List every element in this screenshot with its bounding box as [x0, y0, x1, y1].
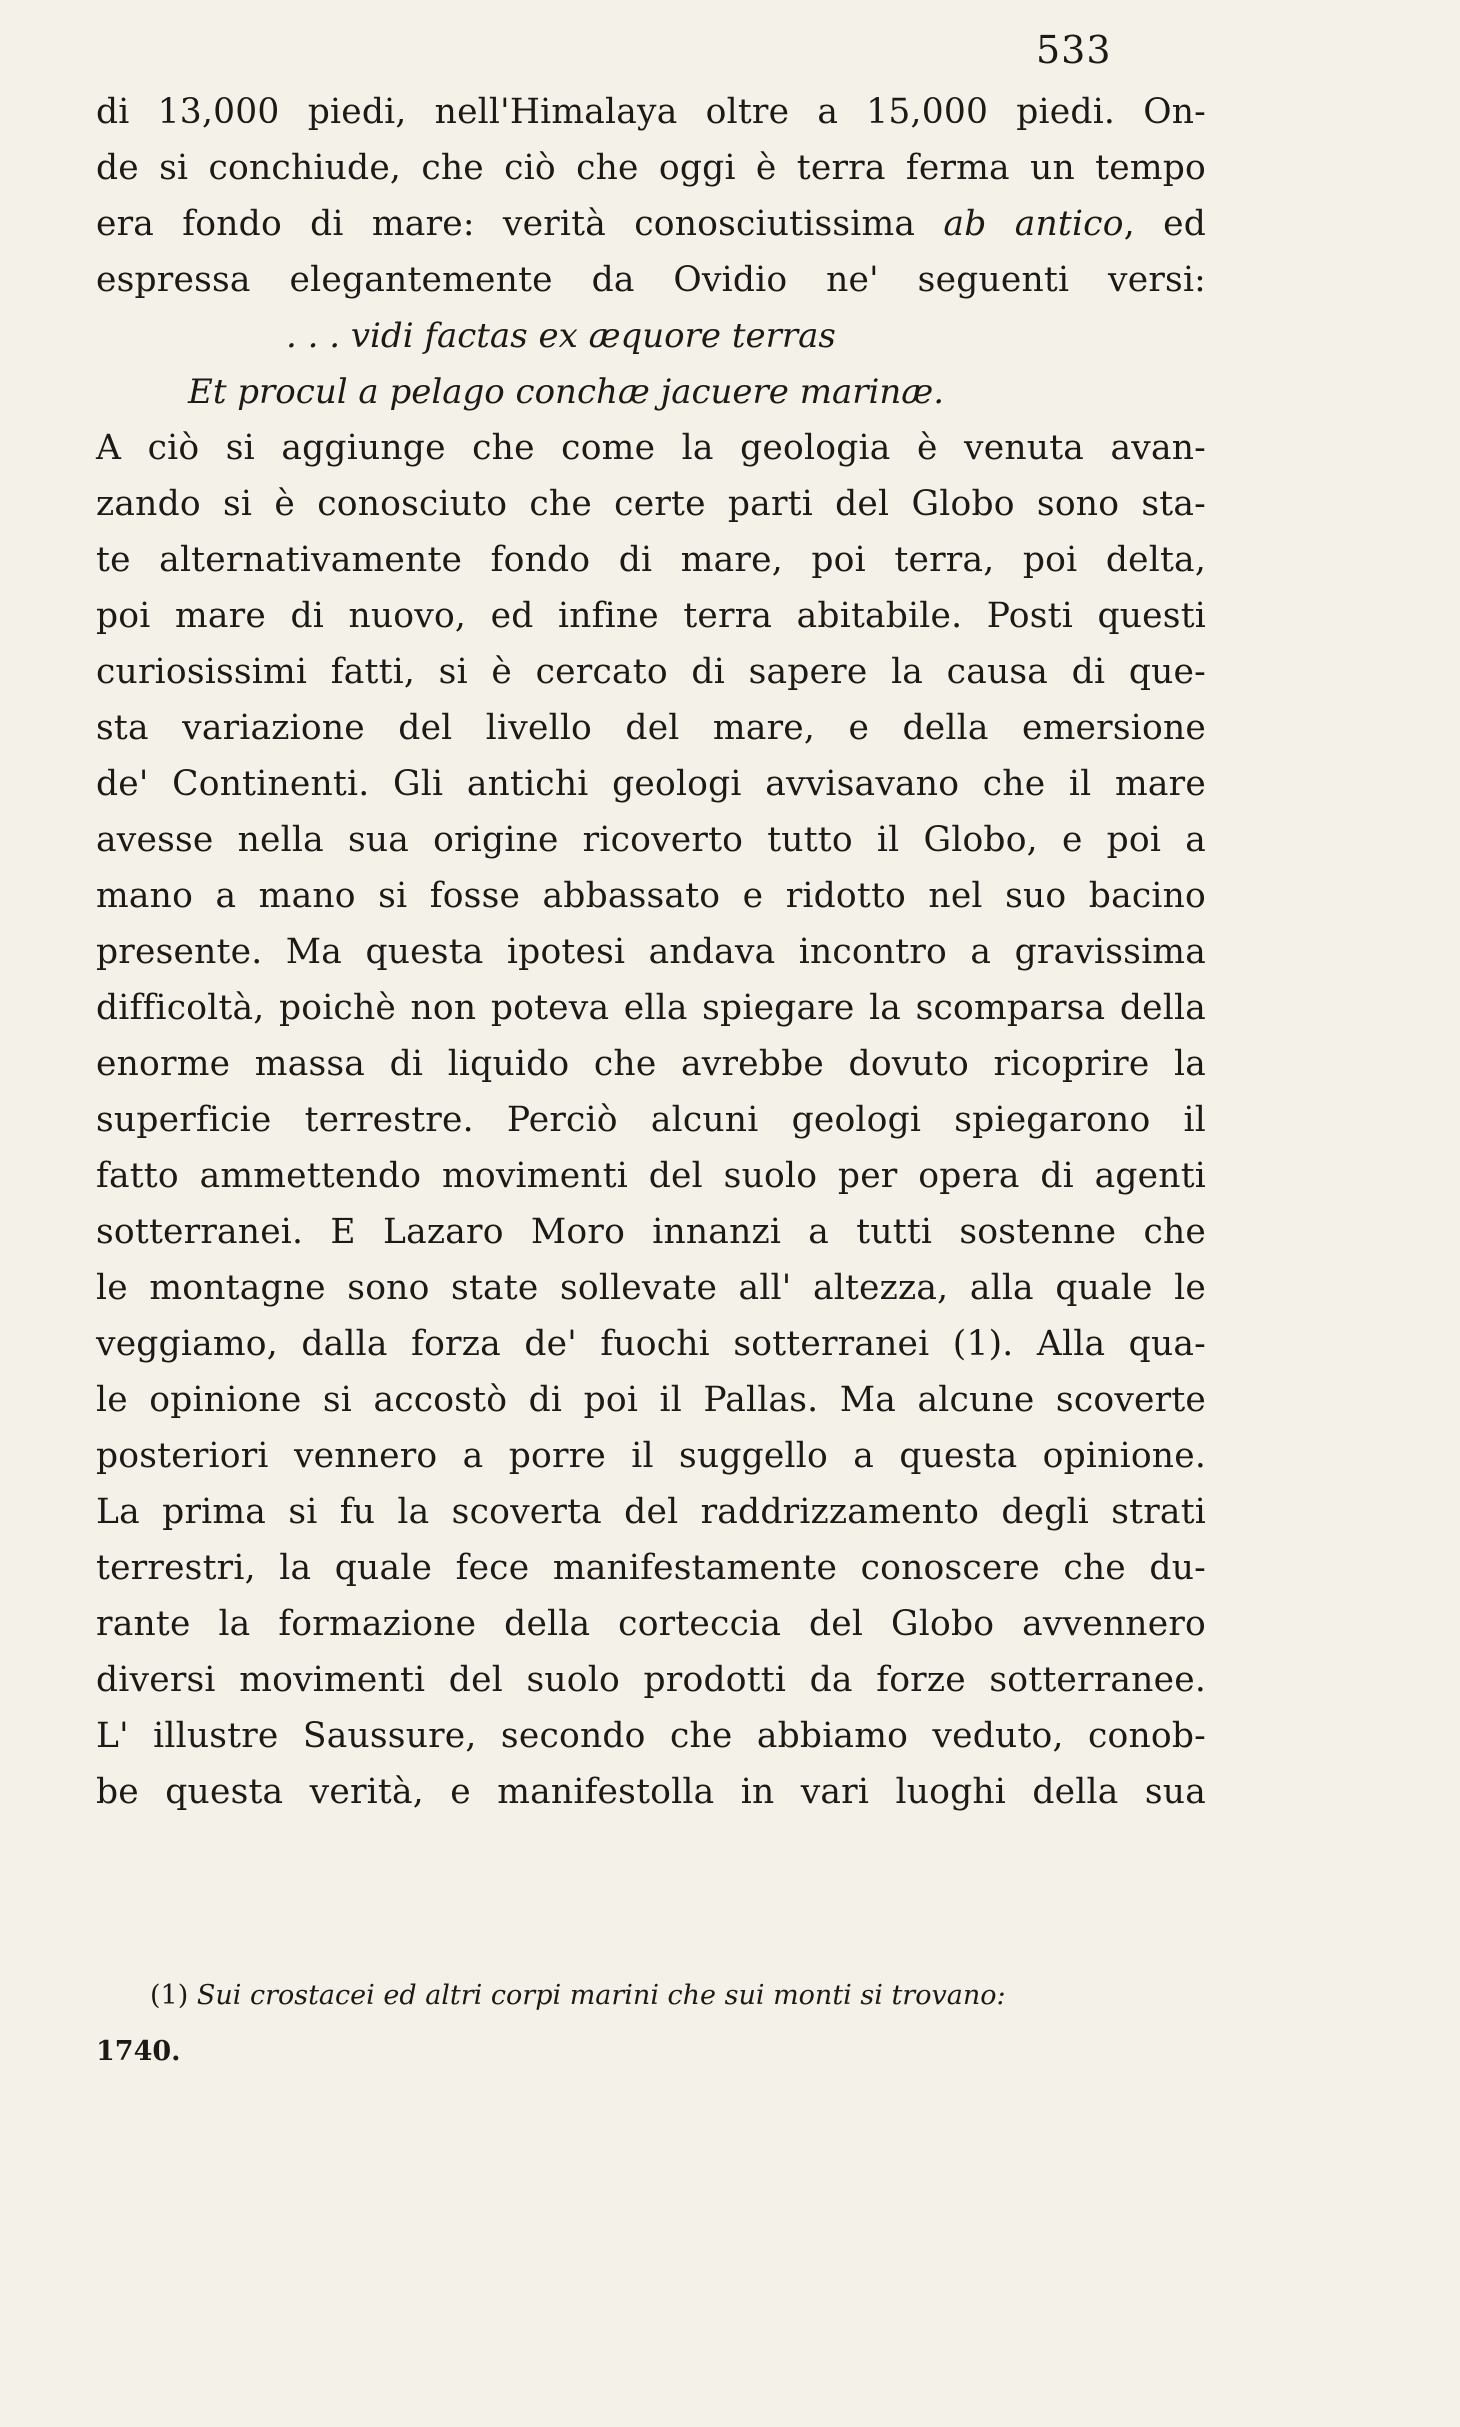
italic-phrase: ab antico — [943, 204, 1124, 244]
footnote-marker: (1) — [150, 1980, 189, 2011]
text-line: poi mare di nuovo, ed infine terra abitabile. Posti questi — [96, 596, 1206, 636]
text-line: sotterranei. E Lazaro Moro innanzi a tutti sostenne che — [96, 1212, 1206, 1252]
verse-line: . . . vidi factas ex æquore terras — [286, 316, 836, 356]
text-line: L' illustre Saussure, secondo che abbiamo veduto, conob- — [96, 1716, 1206, 1756]
text-line: A ciò si aggiunge che come la geologia è venuta avan- — [96, 428, 1206, 468]
body-text — [96, 84, 1206, 1820]
text-line: avesse nella sua origine ricoverto tutto il Globo, e poi a — [96, 820, 1206, 860]
text-line: difficoltà, poichè non poteva ella spiegare la scomparsa della — [96, 988, 1206, 1028]
verse-line: Et procul a pelago conchæ jacuere marinæ. — [188, 372, 945, 412]
text-line — [96, 196, 1206, 252]
text-line: diversi movimenti del suolo prodotti da forze sotterranee. — [96, 1660, 1206, 1700]
text-line: be questa verità, e manifestolla in vari luoghi della sua — [96, 1772, 1206, 1812]
text-line: veggiamo, dalla forza de' fuochi sotterranei (1). Alla qua- — [96, 1324, 1206, 1364]
text-line-fragment: , ed — [1123, 204, 1206, 244]
text-line: terrestri, la quale fece manifestamente conoscere che du- — [96, 1548, 1206, 1588]
text-line: fatto ammettendo movimenti del suolo per opera di agenti — [96, 1156, 1206, 1196]
footnote-text: Sui crostacei ed altri corpi marini che sui monti si trovano: — [196, 1980, 1006, 2011]
text-line: de' Continenti. Gli antichi geologi avvisavano che il mare — [96, 764, 1206, 804]
footnote-line — [150, 1968, 1206, 2024]
text-line: le montagne sono state sollevate all' altezza, alla quale le — [96, 1268, 1206, 1308]
text-line: posteriori vennero a porre il suggello a questa opinione. — [96, 1436, 1206, 1476]
text-line: espressa elegantemente da Ovidio ne' seguenti versi: — [96, 260, 1206, 300]
text-line: presente. Ma questa ipotesi andava incontro a gravissima — [96, 932, 1206, 972]
text-line: La prima si fu la scoverta del raddrizzamento degli strati — [96, 1492, 1206, 1532]
text-line: mano a mano si fosse abbassato e ridotto nel suo bacino — [96, 876, 1206, 916]
footnote — [96, 1968, 1206, 2080]
text-line: enorme massa di liquido che avrebbe dovuto ricoprire la — [96, 1044, 1206, 1084]
text-line: de si conchiude, che ciò che oggi è terra ferma un tempo — [96, 148, 1206, 188]
text-line: rante la formazione della corteccia del Globo avvennero — [96, 1604, 1206, 1644]
text-line: curiosissimi fatti, si è cercato di sapere la causa di que- — [96, 652, 1206, 692]
text-line-fragment: era fondo di mare: verità conosciutissima — [96, 204, 944, 244]
text-line: le opinione si accostò di poi il Pallas. Ma alcune scoverte — [96, 1380, 1206, 1420]
text-line: sta variazione del livello del mare, e della emersione — [96, 708, 1206, 748]
text-line: te alternativamente fondo di mare, poi terra, poi delta, — [96, 540, 1206, 580]
text-line: zando si è conosciuto che certe parti del Globo sono sta- — [96, 484, 1206, 524]
page-number: 533 — [1036, 28, 1112, 72]
footnote-year: 1740. — [96, 2036, 181, 2067]
text-line: superficie terrestre. Perciò alcuni geologi spiegarono il — [96, 1100, 1206, 1140]
text-line: di 13,000 piedi, nell'Himalaya oltre a 15,000 piedi. On- — [96, 92, 1206, 132]
